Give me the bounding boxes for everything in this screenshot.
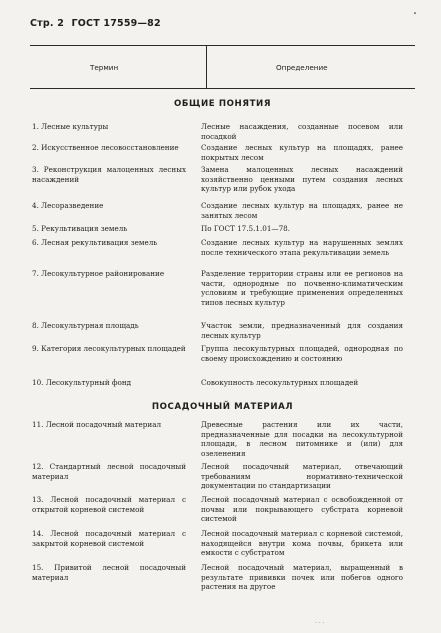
- term-4: 4. Лесоразведение: [32, 201, 104, 210]
- term-13: 13. Лесной посадочный материал с открытой корневой системой: [32, 495, 186, 514]
- definition-13: Лесной посадочный материал с освобожденной от почвы или покрывающего субстрата корневой системой: [201, 495, 403, 524]
- term-15: 15. Привитой лесной посадочный материал: [32, 563, 186, 582]
- page-header: [30, 18, 165, 29]
- page-number: Стр. 2: [30, 18, 65, 29]
- definition-8: Участок земли, предназначенный для создания лесных культур: [201, 321, 403, 340]
- term-5: 5. Рекультивация земель: [32, 224, 128, 233]
- term-12: 12. Стандартный лесной посадочный материал: [32, 462, 186, 481]
- corner-mark: •: [412, 10, 417, 18]
- definition-9: Группа лесокультурных площадей, однородная по своему происхождению и состоянию: [201, 344, 403, 363]
- definition-11: Древесные растения или их части, предназначенные для посадки на лесокультурной площади, в лесном питомнике и (или) для озеленения: [201, 420, 403, 458]
- term-6: 6. Лесная рекультивация земель: [32, 238, 158, 247]
- term-2: 2. Искусственное лесовосстановление: [32, 143, 179, 152]
- term-7: 7. Лесокультурное районирование: [32, 269, 165, 278]
- definition-3: Замена малоценных лесных насаждений хозяйственно ценными путем создания лесных культур или рубок ухода: [201, 165, 403, 194]
- term-10: 10. Лесокультурный фонд: [32, 378, 132, 387]
- definition-5: По ГОСТ 17.5.1.01—78.: [201, 224, 291, 233]
- term-14: 14. Лесной посадочный материал с закрытой корневой системой: [32, 529, 186, 548]
- column-divider: [206, 45, 207, 88]
- term-9: 9. Категория лесокультурных площадей: [32, 344, 186, 353]
- definition-4: Создание лесных культур на площадях, ранее не занятых лесом: [201, 201, 403, 220]
- table-header-rule: [30, 88, 415, 89]
- table-top-rule: [30, 45, 415, 46]
- term-3: 3. Реконструкция малоценных лесных насаждений: [32, 165, 186, 184]
- footer-mark: · · ·: [315, 620, 325, 627]
- definition-7: Разделение территории страны или ее регионов на части, однородные по почвенно-климатическим условиям и требующие применения определенных типов лесных культур: [201, 269, 403, 307]
- section-title-general: ОБЩИЕ ПОНЯТИЯ: [173, 99, 272, 109]
- definition-12: Лесной посадочный материал, отвечающий требованиям нормативно-технической документации по стандартизации: [201, 462, 403, 491]
- definition-6: Создание лесных культур на нарушенных землях после технического этапа рекультивации земель: [201, 238, 403, 257]
- section-title-planting-material: ПОСАДОЧНЫЙ МАТЕРИАЛ: [151, 402, 294, 412]
- term-1: 1. Лесные культуры: [32, 122, 109, 131]
- definition-1: Лесные насаждения, созданные посевом или посадкой: [201, 122, 403, 141]
- definition-14: Лесной посадочный материал с корневой системой, находящейся внутри кома почвы, брикета или емкости с субстратом: [201, 529, 403, 558]
- definition-2: Создание лесных культур на площадях, ранее покрытых лесом: [201, 143, 403, 162]
- term-8: 8. Лесокультурная площадь: [32, 321, 139, 330]
- definition-10: Совокупность лесокультурных площадей: [201, 378, 359, 387]
- column-header-definition: Определение: [276, 63, 328, 72]
- definition-15: Лесной посадочный материал, выращенный в результате прививки почек или побегов одного растения на другое: [201, 563, 403, 592]
- column-header-term: Термин: [90, 63, 119, 72]
- term-11: 11. Лесной посадочный материал: [32, 420, 162, 429]
- standard-number: ГОСТ 17559—82: [71, 18, 161, 29]
